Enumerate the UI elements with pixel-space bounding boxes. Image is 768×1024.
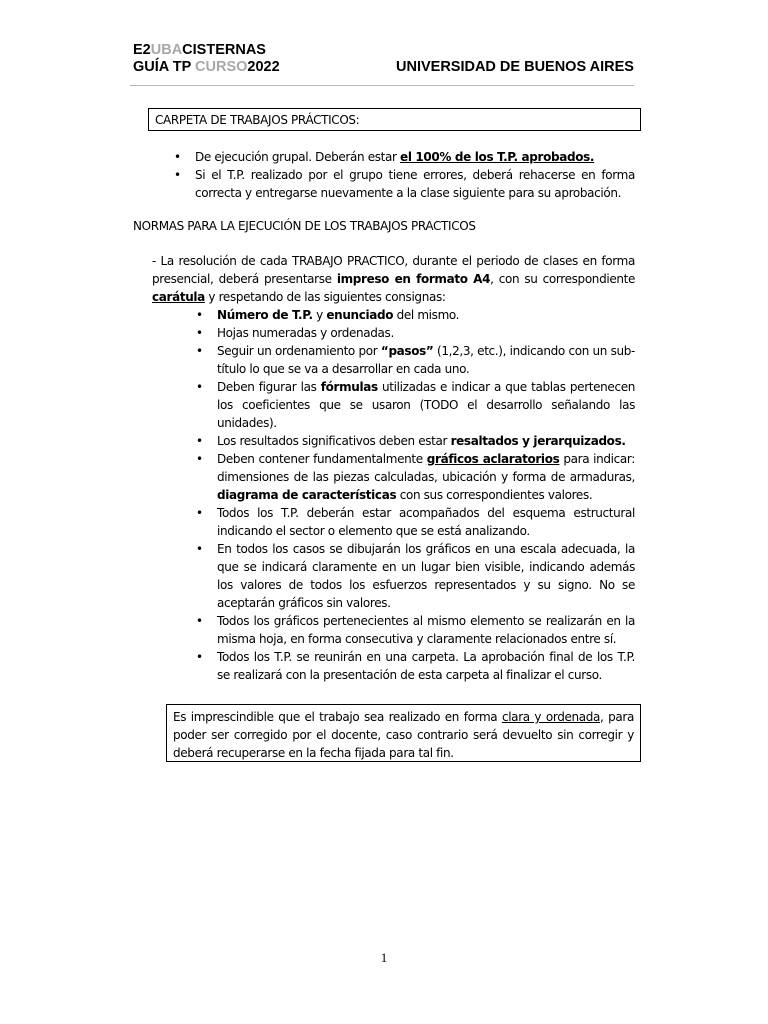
intro-text: , con su correspondiente	[490, 272, 635, 286]
item-text: Todos los T.P. deberán estar acompañados del esquema estructural indicando el sector o elemento que se está analizando.	[217, 506, 635, 538]
list-item	[196, 540, 635, 612]
bullet-icon: •	[196, 308, 203, 322]
guide-title-part-2: CURSO	[195, 59, 248, 75]
item-text: En todos los casos se dibujarán los gráficos en una escala adecuada, la que se indicará claramente en un lugar bien visible, indicando además los valores de todos los esfuerzos representados y su signo. No se aceptarán gráficos sin valores.	[217, 542, 635, 610]
bullet-icon: •	[196, 506, 203, 520]
normas-intro	[152, 252, 635, 306]
list-item	[196, 324, 635, 342]
bullet-icon: •	[196, 344, 203, 358]
guide-title	[133, 59, 280, 76]
list-item	[196, 342, 636, 378]
intro-text: y respetando de las siguientes consignas:	[204, 290, 446, 304]
guide-title-part-1: GUÍA TP	[133, 59, 196, 75]
bullet-icon: •	[196, 434, 203, 448]
item-text: Seguir un ordenamiento por	[217, 344, 381, 358]
bullet-icon: •	[174, 150, 181, 164]
guide-title-part-3: 2022	[247, 59, 280, 75]
item-text: con sus correspondientes valores.	[396, 488, 593, 502]
bullet-icon: •	[174, 168, 181, 182]
list-item	[196, 648, 635, 684]
item-emphasis: “pasos”	[380, 344, 434, 358]
item-text: (1,2,3, etc.), indicando con un sub-título lo que se va a desarrollar en cada uno.	[217, 344, 636, 376]
item-text: utilizadas e indicar a que tablas pertenecen los coeficientes que se usaron (TODO el desarrollo señalando las unidades).	[217, 380, 635, 430]
university-name: UNIVERSIDAD DE BUENOS AIRES	[396, 59, 634, 75]
item-emphasis: gráficos aclaratorios	[426, 452, 560, 466]
course-code-part-1: E2	[133, 42, 151, 58]
item-text: del mismo.	[393, 308, 460, 322]
normas-list	[196, 306, 636, 684]
list-item	[196, 306, 635, 324]
bullet-icon: •	[196, 380, 203, 394]
carpeta-title-box	[148, 108, 641, 131]
page-number: 1	[380, 950, 388, 965]
section-heading: NORMAS PARA LA EJECUCIÓN DE LOS TRABAJOS PRACTICOS	[133, 219, 476, 233]
item-text: Si el T.P. realizado por el grupo tiene errores, deberá rehacerse en forma correcta y entregarse nuevamente a la clase siguiente para su aprobación.	[195, 168, 635, 200]
note-emphasis: clara y ordenada	[501, 710, 601, 724]
item-text: De ejecución grupal. Deberán estar	[195, 150, 401, 164]
bullet-icon: •	[196, 326, 203, 340]
course-code-part-2: UBA	[150, 42, 183, 58]
list-item	[174, 166, 635, 202]
item-text: Todos los T.P. se reunirán en una carpeta. La aprobación final de los T.P. se realizará con la presentación de esta carpeta al finalizar el curso.	[217, 650, 635, 682]
item-text: Hojas numeradas y ordenadas.	[217, 326, 394, 340]
carpeta-title: CARPETA DE TRABAJOS PRÁCTICOS:	[155, 113, 360, 127]
intro-emphasis: carátula	[152, 290, 205, 304]
list-item	[196, 612, 635, 648]
item-emphasis: enunciado	[326, 308, 394, 322]
item-emphasis: resaltados y jerarquizados.	[450, 434, 626, 448]
list-item	[196, 504, 635, 540]
item-emphasis: el 100% de los T.P. aprobados.	[400, 150, 595, 164]
course-code-part-3: CISTERNAS	[182, 42, 266, 58]
carpeta-list	[174, 148, 635, 202]
item-text: Deben figurar las	[217, 380, 321, 394]
bullet-icon: •	[196, 452, 203, 466]
item-emphasis: diagrama de características	[217, 488, 397, 502]
item-text: Deben contener fundamentalmente	[217, 452, 427, 466]
list-item	[174, 148, 635, 166]
header-divider	[130, 85, 634, 86]
note-text: , para poder ser corregido por el docente, caso contrario será devuelto sin corregir y deberá recuperarse en la fecha fijada para tal fin.	[173, 710, 635, 760]
item-text: Todos los gráficos pertenecientes al mismo elemento se realizarán en la misma hoja, en forma consecutiva y claramente relacionados entre sí.	[217, 614, 635, 646]
list-item	[196, 432, 635, 450]
item-text: Los resultados significativos deben estar	[217, 434, 451, 448]
item-emphasis: fórmulas	[320, 380, 378, 394]
note-text: Es imprescindible que el trabajo sea realizado en forma	[173, 710, 502, 724]
bullet-icon: •	[196, 614, 203, 628]
item-text: para indicar: dimensiones de las piezas calculadas, ubicación y forma de armaduras,	[217, 452, 635, 484]
intro-text: - La resolución de cada TRABAJO PRACTICO, durante el periodo de clases en forma presencial, deberá presentarse	[152, 254, 635, 286]
important-note-box	[166, 704, 641, 762]
bullet-icon: •	[196, 542, 203, 556]
intro-emphasis: impreso en formato A4	[336, 272, 491, 286]
item-emphasis: Número de T.P.	[217, 308, 313, 322]
list-item	[196, 378, 635, 432]
course-code	[133, 42, 266, 59]
list-item	[196, 450, 635, 504]
bullet-icon: •	[196, 650, 203, 664]
item-text: y	[312, 308, 327, 322]
